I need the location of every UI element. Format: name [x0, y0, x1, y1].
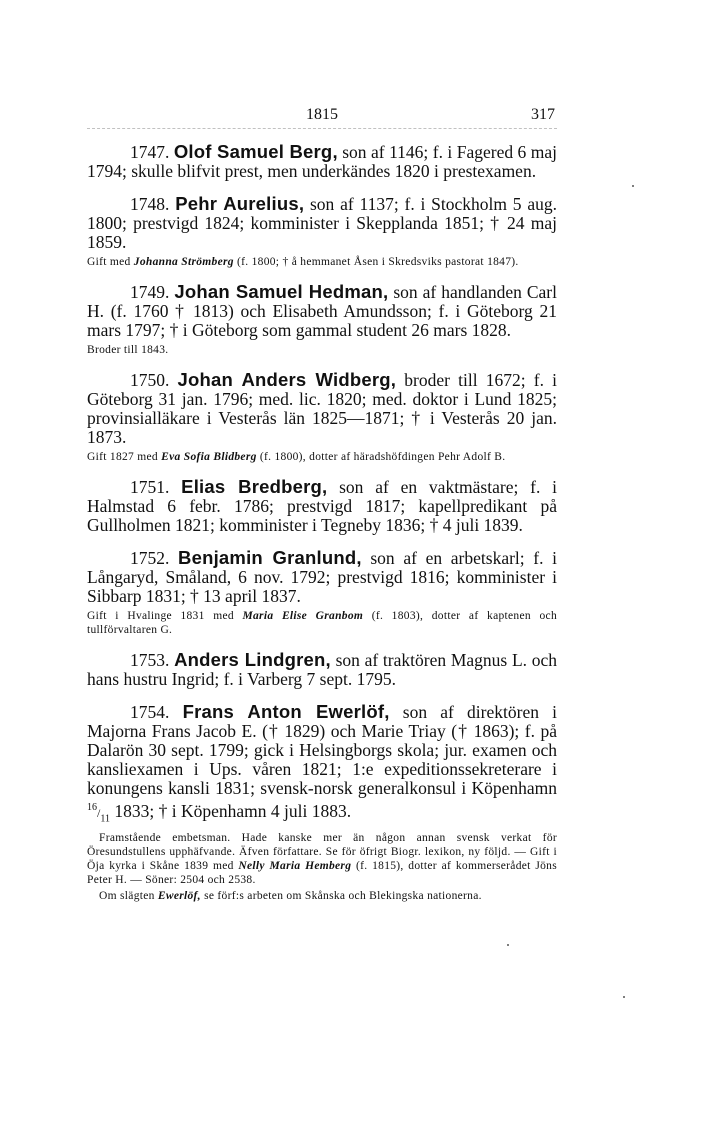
- entry-note: [87, 450, 557, 464]
- note-text: Gift med: [87, 256, 131, 268]
- entry-name: Olof Samuel Berg,: [173, 141, 338, 162]
- note-text: (f. 1800; † å hemmanet Åsen i Skredsviks pastorat 1847).: [237, 256, 519, 268]
- note-text: se förf:s arbeten om Skånska och Blekingska nationerna.: [204, 890, 482, 903]
- entry-text: 1833; † i Köpenhamn 4 juli 1883.: [114, 800, 352, 821]
- entry-1750: [87, 370, 557, 447]
- note-text: (f. 1800), dotter af häradshöfdingen Pehr Adolf B.: [259, 451, 506, 463]
- entry-1747: [87, 142, 557, 181]
- entry-number: 1754.: [130, 702, 170, 722]
- print-speck: [623, 996, 625, 998]
- note-spouse-name: Maria Elise Granbom: [242, 610, 364, 622]
- entry-number: 1747.: [130, 142, 170, 162]
- note-text: (f. 1815), dotter af kommerserådet Jöns Peter H. — Söner: 2504 och 2538.: [87, 860, 557, 887]
- running-head-year: 1815: [306, 106, 338, 123]
- entry-name: Johan Anders Widberg,: [177, 369, 397, 390]
- entry-1749: [87, 282, 557, 340]
- note-text: Gift 1827 med: [87, 451, 158, 463]
- entry-text: son af 1137; f. i Stockholm 5 aug. 1800; prestvigd 1824; komminister i Skepplanda 1851; † 24 maj 1859.: [87, 194, 558, 252]
- entry-note: [87, 609, 557, 637]
- entry-text: son af en vaktmästare; f. i Halmstad 6 febr. 1786; prestvigd 1817; kapellpredikant på Gullholmen 1821; komminister i Tegneby 1836; † 4 juli 1839.: [87, 477, 557, 535]
- entry-note: Broder till 1843.: [87, 344, 169, 356]
- entry-1752: [87, 548, 557, 606]
- print-speck: [507, 944, 509, 946]
- entry-text: son af en arbetskarl; f. i Långaryd, Småland, 6 nov. 1792; prestvigd 1816; komminister i Sibbarp 1831; † 13 april 1837.: [87, 548, 558, 606]
- note-text: Om slägten: [99, 890, 155, 903]
- entry-name: Pehr Aurelius,: [175, 193, 305, 214]
- entry-name: Elias Bredberg,: [181, 476, 328, 497]
- entry-name: Johan Samuel Hedman,: [174, 281, 389, 302]
- entry-name: Anders Lindgren,: [174, 649, 331, 670]
- entry-number: 1748.: [130, 194, 170, 214]
- header-rule: [87, 128, 557, 129]
- note-text: Gift i Hvalinge 1831 med: [87, 610, 234, 622]
- note-spouse-name: Eva Sofia Blidberg: [161, 451, 257, 463]
- note-spouse-name: Nelly Maria Hemberg: [238, 860, 352, 873]
- entry-text: son af direktören i Majorna Frans Jacob E. († 1829) och Marie Triay († 1863); f. på Dalarön 30 sept. 1799; gick i Helsingborgs skola; jur. examen och kansliexamen i Ups. våren 1821; 1:e expeditionssekreterare i konungens kansli 1831; svensk-norsk generalkonsul i Köpenhamn: [87, 702, 558, 798]
- page-number: 317: [531, 106, 555, 123]
- entry-text: son af traktören Magnus L. och hans hustru Ingrid; f. i Varberg 7 sept. 1795.: [87, 650, 558, 689]
- entry-number: 1752.: [130, 548, 170, 568]
- entry-note: [87, 831, 557, 887]
- entry-number: 1750.: [130, 370, 170, 390]
- entry-number: 1751.: [130, 477, 170, 497]
- fraction-denominator: 11: [100, 813, 110, 825]
- note-text: Framstående embetsman. Hade kanske mer än någon annan svensk verkat för Öresundstullens upphäfvande. Äfven författare. Se för öfrigt Biogr. lexikon, ny följd. — Gift i Öja kyrka i Skåne 1839 med: [87, 832, 557, 873]
- entry-1748: [87, 194, 557, 252]
- fraction-numerator: 16: [87, 802, 97, 813]
- entry-note: [87, 255, 557, 269]
- entry-note-lineage: [87, 889, 557, 903]
- entry-1753: [87, 650, 557, 689]
- note-spouse-name: Johanna Strömberg: [133, 256, 234, 268]
- note-text: (f. 1803), dotter af kaptenen och tullförvaltaren G.: [87, 610, 557, 636]
- entry-text: son af 1146; f. i Fagered 6 maj 1794; skulle blifvit prest, men underkändes 1820 i prestexamen.: [87, 142, 557, 181]
- entry-name: Frans Anton Ewerlöf,: [182, 701, 390, 722]
- entry-name: Benjamin Granlund,: [178, 547, 362, 568]
- entry-number: 1753.: [130, 650, 170, 670]
- note-family-name: Ewerlöf,: [157, 890, 201, 903]
- entry-1751: [87, 477, 557, 535]
- entry-text: son af handlanden Carl H. (f. 1760 † 1813) och Elisabeth Amundsson; f. i Göteborg 21 mars 1797; † i Göteborg som gammal student 26 mars 1828.: [87, 282, 557, 340]
- entry-1754: 1754. Frans Anton Ewerlöf, son af direktören i Majorna Frans Jacob E. († 1829) och Marie Triay († 1863); f. på Dalarön 30 sept. 1799; gick i Helsingborgs skola; jur. examen och kansliexamen i Ups. våren 1821; 1:e expeditionssekreterare i konungens kansli 1831; svensk-norsk generalkonsul i Köpenhamn $^{16}/_{11}$ 1833; † i Köpenhamn 4 juli 1883.: [87, 701, 558, 825]
- entry-number: 1749.: [130, 282, 170, 302]
- book-page: [87, 100, 557, 903]
- running-head: [87, 100, 557, 122]
- entry-text: broder till 1672; f. i Göteborg 31 jan. 1796; med. lic. 1820; med. doktor i Lund 1825; provinsialläkare i Vesterås län 1825—1871; † i Vesterås 20 jan. 1873.: [87, 370, 557, 447]
- print-speck: [632, 185, 634, 187]
